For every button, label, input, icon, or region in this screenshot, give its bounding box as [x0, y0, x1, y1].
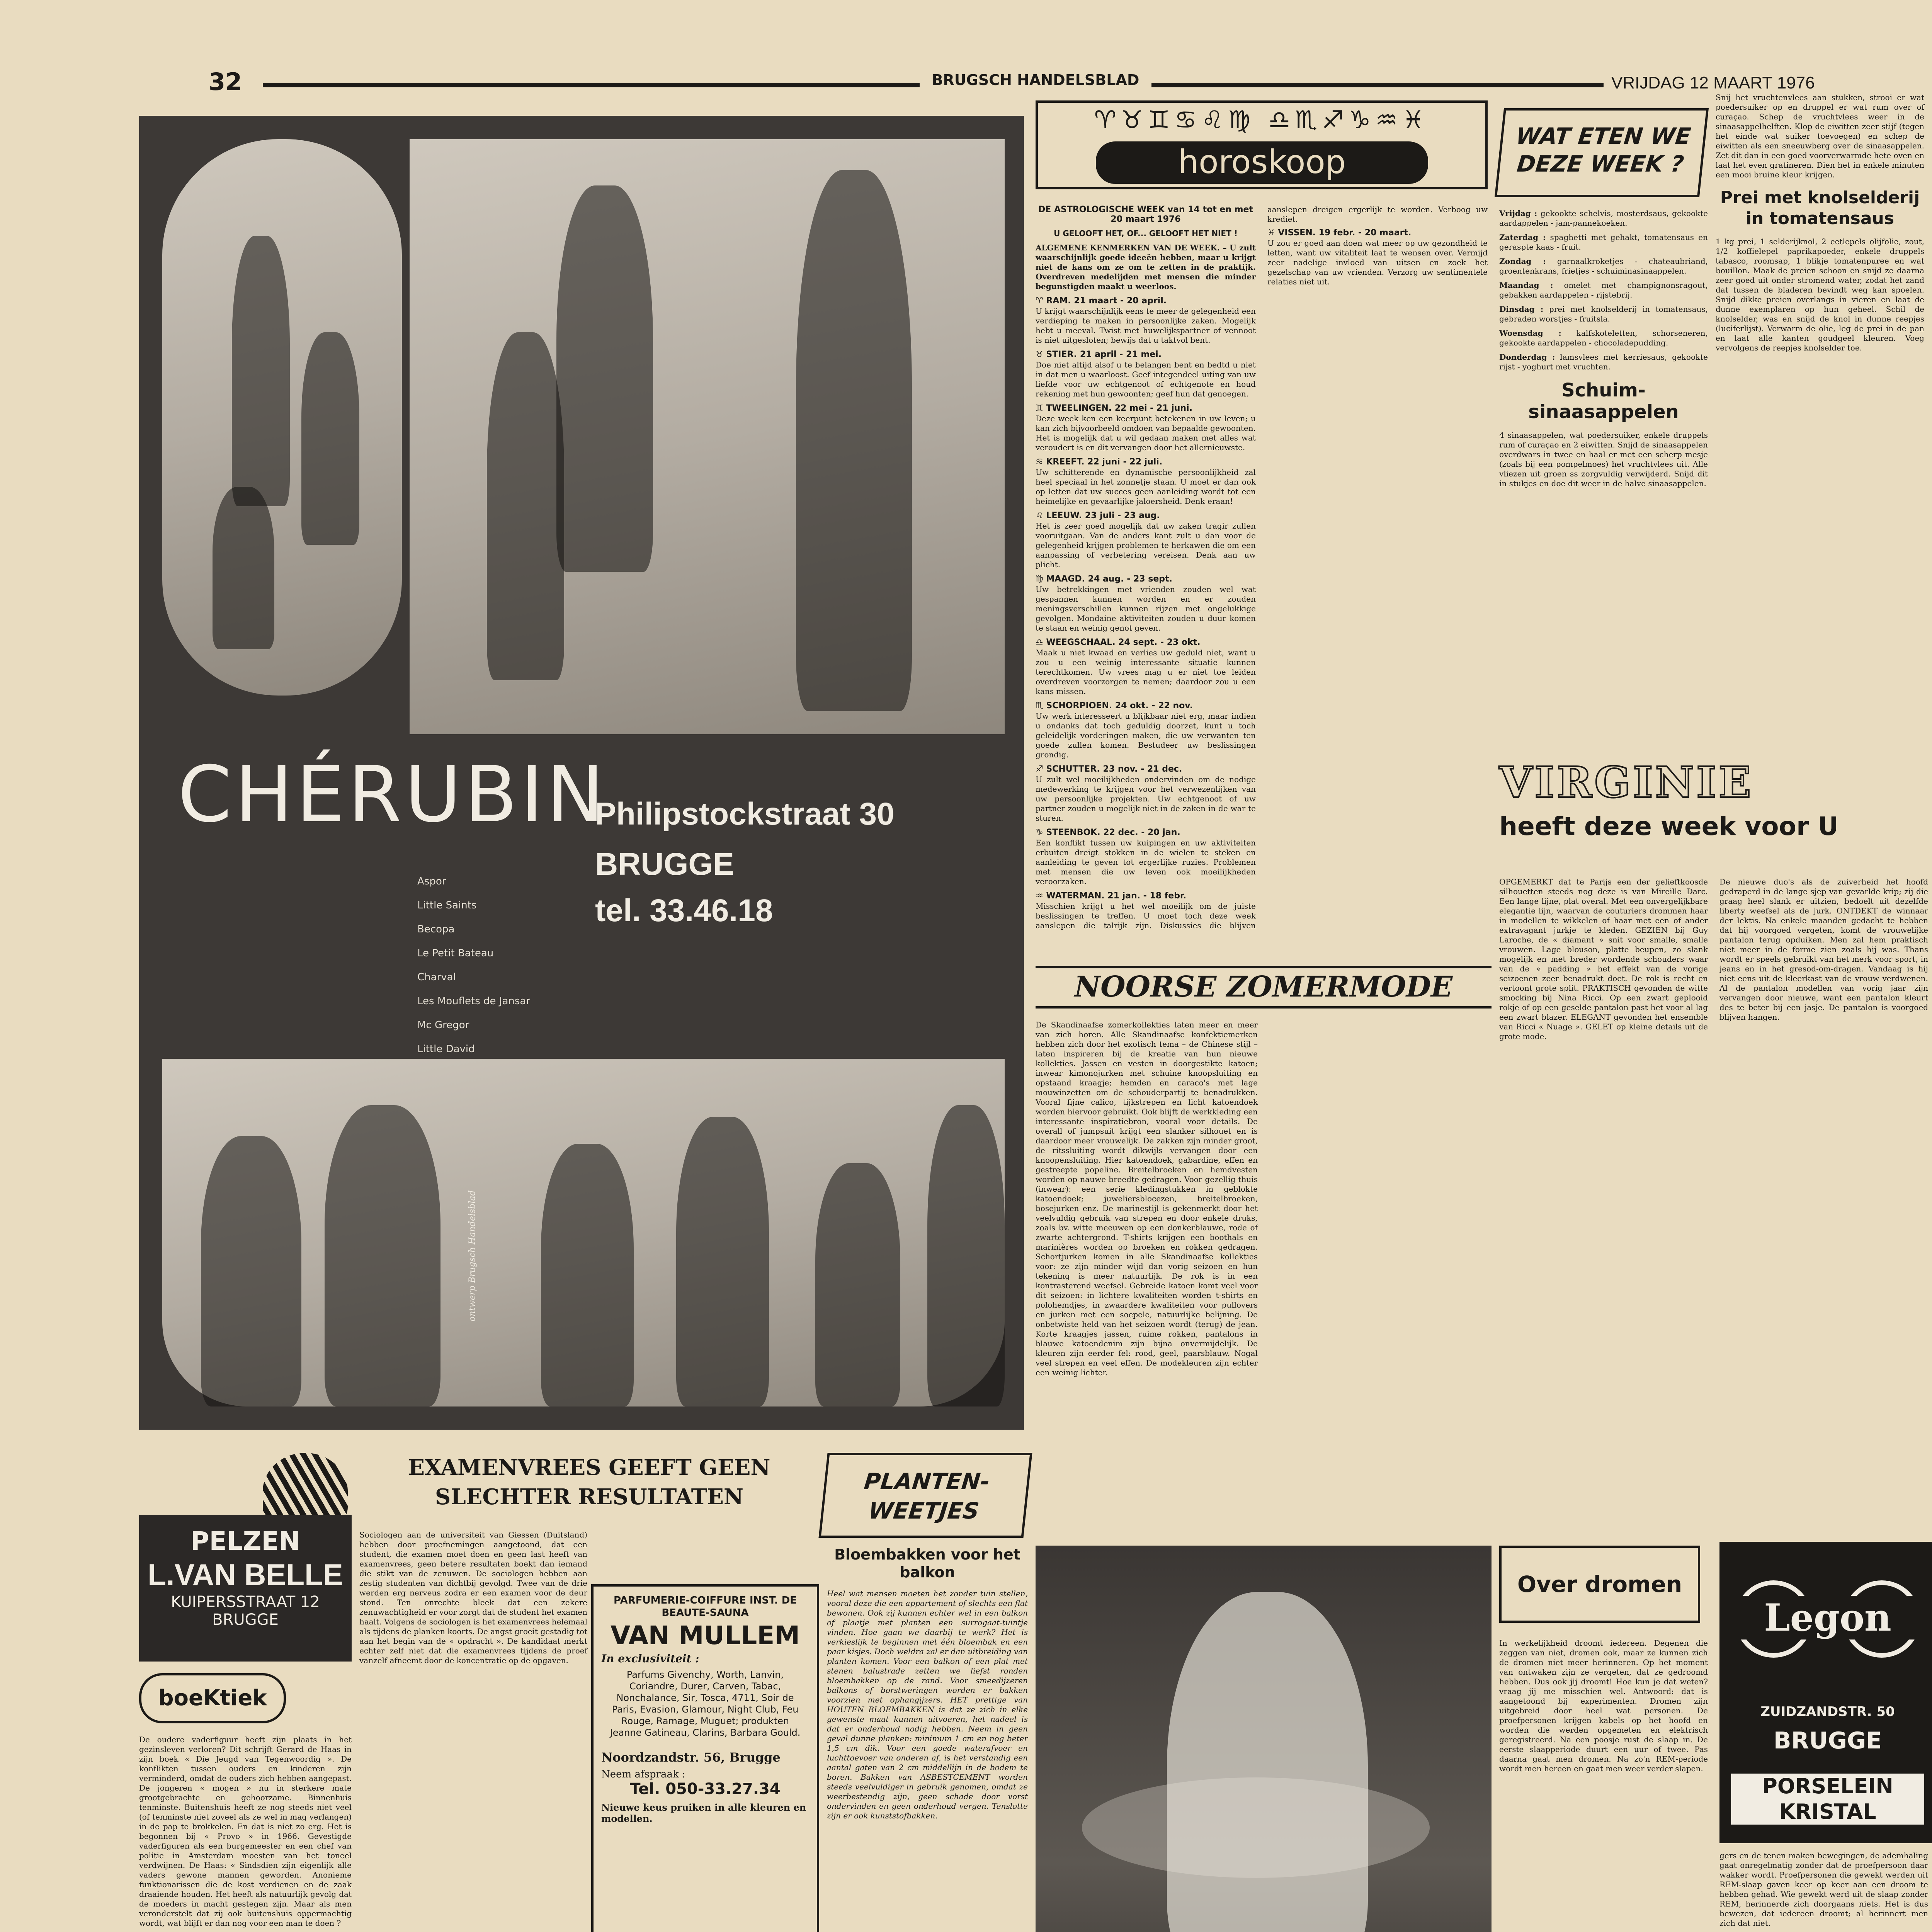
virginie-title: VIRGINIE — [1499, 757, 1753, 807]
horoscope-title-bar — [1096, 141, 1428, 184]
menu-day: Maandag : omelet met champignonsragout, gebakken aardappelen - rijstebrij. — [1499, 281, 1708, 299]
noorse-text: De Skandinaafse zomerkollekties laten meer en meer van zich horen. Alle Skandinaafse konfektiemerken hebben zich door het exotisch tema – de Chinese stijl – laten inspireren bij de kreatie van hun nieuwe kollekties. Jassen en vesten in doorgestikte katoen; inwear kimonojurken met schuine knoopsluiting en opstaand kraagje; hemden en caraco's met lage mouwinzetten om de schouderpartij te benadrukken. Vooral fijne calico, tijkstrepen en licht katoendoek worden hiervoor gebruikt. Ook blijft de werkkleding een interessante inspiratiebron, vooral voor details. De overall of jumpsuit krijgt een slanker silhouet en is daardoor meer vrouwelijk. De zakken zijn minder groot, de ritssluiting wordt dikwijls vervangen door een knoopensluiting. Hier katoendoek, gabardine, effen en gestreepte popeline. Breitelbroeken en hemdvesten worden op nauwe breedte gedragen. Voor gezellig thuis (inwear): een serie kledingstukken in geblokte katoendoek; juweliersblocezen, breitelbroeken, bosejurken enz. De marinestijl is gekenmerkt door het veelvuldig gebruik van strepen en door enkele druks, zoals bv. witte meeuwen op een donkerblauwe, rode of zwarte achtergrond. T-shirts krijgen een boothals en marinières worden op broeken en rokken gedragen. Schortjurken komen in alle Skandinaafse kollekties voor: ze zijn minder wijd dan vorig seizoen en hun tekening is meer natuurlijk. De rok is in een kontrasterend weefsel. Gebreide katoen komt veel voor dit seizoen: in lichtere kwaliteiten worden t-shirts en polohemdjes, in zwaardere kwaliteiten voor pullovers en jurken met een soepele, natuurlijke belijning. De onbetwiste held van het seizoen wordt (terug) de jean. Korte kraagjes jassen, ruime rokken, pantalons in blauwe katoendenim zijn bijna onvermijdelijk. De kleuren zijn eerder fel: rood, geel, paarsblauw. Nogal veel strepen en veel effen. De modekleuren zijn echter een weinig lichter. — [1036, 1020, 1258, 1377]
cherubin-label: Mc Gregor — [417, 1019, 469, 1031]
horoscope-general: ALGEMENE KENMERKEN VAN DE WEEK. – U zult waarschijnlijk goede ideeën hebben, maar u krijgt niet de kans om ze om te zetten in de praktijk. Overdreven medelijden met mensen die minder begunstigden maakt u weerloos. — [1036, 243, 1256, 291]
page-number: 32 — [209, 68, 242, 96]
noorse-title: NOORSE ZOMERMODE — [1074, 970, 1453, 1003]
boektiek-text: De oudere vaderfiguur heeft zijn plaats in het gezinsleven verloren? Dit schrijft Gerard de Haas in zijn boek « Die Jeugd van Tegenwoordig ». De konflikten tussen ouders en kinderen zijn verminderd, omdat de ouders zich hebben aangepast. De jongeren « mogen » nu in sterkere mate grootgebrachte en gehoorzame. Binnenhuis tenminste. Buitenshuis heeft ze nog steeds niet veel (of tenminste niet zoveel als ze wel in mag verlangen) in de pap te brokkelen. En dat is niet zo erg. Het is begonnen bij « Provo » in 1966. Gevestigde vaderfiguren als een burgemeester en een chef van politie in Amsterdam moesten van het toneel verdwijnen. De Haas: « Sindsdien zijn eigenlijk alle vaders gewone mannen geworden. Anonieme funktionarissen die de kost verdienen en de zaak draaiende houden. Het heeft als natuurlijk gevolg dat de moeders in macht gestegen zijn. Maar als men veronderstelt dat zij ook buitenshuis oppermachtig wordt, wat blijft er dan nog voor een man te doen ? — [139, 1735, 352, 1928]
cherubin-phone: tel. 33.46.18 — [595, 893, 773, 928]
masthead-rule-left — [263, 83, 920, 87]
wat-eten-title: WAT ETEN WE DEZE WEEK ? — [1514, 123, 1692, 177]
pelzen-name: L.VAN BELLE — [148, 1558, 343, 1592]
horoscope-entry: ♏ SCHORPIOEN. 24 okt. - 22 nov. Uw werk interesseert u blijkbaar niet erg, maar indien u ondanks dat toch geduldig doorzet, kunt u toch geleidelijk vorderingen maken, die uw verwanten ten goede zullen komen. Bestudeer uw beslissingen grondig. — [1036, 701, 1256, 759]
horoscope-title: horoskoop — [1178, 143, 1346, 181]
horoscope-body — [1036, 205, 1488, 931]
mullem-ad — [591, 1584, 819, 1932]
mullem-brands: Parfums Givenchy, Worth, Lanvin, Coriandre, Durer, Carven, Tabac, Nonchalance, Sir, Tosca, 4711, Soir de Paris, Evasion, Glamour, Night Club, Feu Rouge, Ramage, Muguet; produkten Jeanne Gatineau, Clarins, Barbara Gould. — [610, 1669, 801, 1738]
boektiek-body — [139, 1735, 352, 1932]
pelzen-ad — [139, 1453, 352, 1665]
recipe1-continued: Snij het vruchtenvlees aan stukken, strooi er wat poedersuiker op en druppel er wat rum over of curaçao. Schep de vruchtvlees weer in de sinaasappelhelften. Klop de eiwitten zeer stijf (tegen het einde wat suiker toevoegen) en schep de eiwitten als een sneeuwberg over de sinaasappelen. Zet dit dan in een goed voorverwarmde hete oven en laat het even gratineren. Dien het in enkele minuten een mooi bruine kleur krijgen. — [1716, 93, 1924, 179]
dromen-body-right — [1719, 1851, 1928, 1932]
legon-product: PORSELEIN KRISTAL — [1731, 1774, 1924, 1825]
cherubin-street: Philipstockstraat 30 — [595, 796, 895, 832]
cherubin-label: Little Saints — [417, 900, 477, 911]
horoscope-intro-title: DE ASTROLOGISCHE WEEK van 14 tot en met 20 maart 1976 — [1038, 205, 1253, 224]
cherubin-top-photo-right — [410, 139, 1005, 734]
wat-eten-right-col — [1716, 93, 1924, 711]
menu-day: Donderdag : lamsvlees met kerriesaus, gekookte rijst - yoghurt met vruchten. — [1499, 352, 1708, 371]
dromen-body — [1499, 1638, 1708, 1932]
wat-eten-body — [1499, 209, 1708, 711]
mullem-head: PARFUMERIE-COIFFURE INST. DE BEAUTE-SAUNA — [613, 1595, 797, 1619]
paper-name: BRUGSCH HANDELSBLAD — [932, 71, 1139, 88]
cherubin-label: Aspor — [417, 876, 446, 887]
pelzen-city: BRUGGE — [212, 1611, 279, 1629]
planten-body — [827, 1546, 1028, 1932]
recipe2-title: Prei met knolselderij in tomatensaus — [1720, 188, 1920, 228]
noorse-photo — [1036, 1546, 1492, 1932]
menu-day: Dinsdag : prei met knolselderij in tomatensaus, gebraden worstjes - fruitsla. — [1499, 304, 1708, 323]
horoscope-entry: ♑ STEENBOK. 22 dec. - 20 jan. Een konflikt tussen uw kuipingen en uw aktiviteiten erbuiten dreigt stokken in de wielen te steken en aanleiding te geven tot ergerlijke ruzies. Problemen met mensen die uw leven ook moeilijkheden veroorzaken. — [1036, 828, 1256, 886]
dromen-text-right: gers en de tenen maken bewegingen, de ademhaling gaat onregelmatig zonder dat de proefpersoon daar wakker wordt. Proefpersonen die gewekt werden uit REM-slaap gaven keer op keer aan een droom te hebben gehad. Wie gewekt werd uit de slaap zonder REM, herinnerde zich doorgaans niets. Het is dus bewezen, dat iedereen droomt; al herinnert men zich dat niet. — [1719, 1851, 1928, 1928]
cherubin-label: Little David — [417, 1043, 475, 1055]
cherubin-bottom-photo — [162, 1059, 1005, 1406]
cherubin-top-photo-left — [162, 139, 402, 696]
masthead-rule-right — [1151, 83, 1604, 87]
horoscope-entry: ♐ SCHUTTER. 23 nov. - 21 dec. U zult wel moeilijkheden ondervinden om de nodige medewerking te krijgen voor het verwezenlijken van uw persoonlijke projekten. Uw echtgenoot of uw partner zouden u mogelijk niet in de zaken in de war te sturen. — [1036, 764, 1256, 823]
examen-text: Sociologen aan de universiteit van Giessen (Duitsland) hebben door proefnemingen aangetoond, dat een student, die examen moet doen en geen last heeft van examenvrees, geen betere resultaten boekt dan iemand die stikt van de zenuwen. De sociologen hebben aan zestig studenten van dichtbij gevolgd. Twee van de drie werden erg nerveus zodra er een examen voor de deur stond. Ten onrechte bleek dat een zekere zenuwachtigheid er voor zorgt dat de student het examen haalt. Volgens de sociologen is het examenvrees helemaal als tijdens de planken koorts. De angst groeit gestadig tot aan het begin van de « opdracht ». De kandidaat merkt echter zelf niet dat die examenvrees tijdens de proef vanzelf afneemt door de koncentratie op de opgaven. — [359, 1530, 587, 1665]
menu-day: Woensdag : kalfskoteletten, schorseneren, gekookte aardappelen - chocoladepudding. — [1499, 328, 1708, 347]
mullem-excl-label: In exclusiviteit : — [601, 1652, 699, 1665]
cherubin-city: BRUGGE — [595, 847, 734, 882]
virginie-text-right: De nieuwe duo's als de zuiverheid het hoofd gedraperd in de lange sjep van gevarlde krip; zij die graag heel slank er uitzien, bedoelt uit dezelfde liberty weefsel als de jurk. ONTDEKT de winnaar der lektis. Na enkele maanden gedacht te hebben dat hij voorgoed vergeten, komt de vrouwelijke pantalon terug opduiken. Men zal hem praktisch niet meer in de forme zien zoals hij was. Thans wordt er speels gebruikt van het merk voor sport, in jeans en in het gresod-om-dragen. Vandaag is hij niet eens uit de kleerkast van de vrouw verdwenen. Al de pantalon modellen van vorig jaar zijn vervangen door nieuwe, want een pantalon kleurt des te beter bij een jasje. De pantalon is voorgoed blijven hangen. — [1719, 877, 1928, 1022]
planten-subtitle: Bloembakken voor het balkon — [834, 1546, 1020, 1581]
wat-eten-header — [1495, 108, 1709, 197]
examen-title: EXAMENVREES GEEFT GEEN SLECHTER RESULTATEN — [408, 1455, 770, 1510]
recipe2-text: 1 kg prei, 1 selderijknol, 2 eetlepels olijfolie, zout, 1/2 koffielepel paprikapoeder, enkele druppels tabasco, roomsap, 1 blikje tomatenpuree en wat bouillon. Maak de preien schoon en snijd ze daarna zeer goed uit onder stromend water, zodat het zand dat tussen de bladeren bevindt weg kan spoelen. Snijd dikke preien overlangs in vieren en laat de dunne exemplaren op hun geheel. Schil de knolselder, was en snijd de knol in dunne reepjes (luciferlijst). Verwarm de olie, leg de prei in de pan en laat alle kanten goudgeel kleuren. Voeg vervolgens de reepjes knolselder toe. — [1716, 237, 1924, 352]
legon-ad — [1719, 1542, 1932, 1843]
virginie-subtitle: heeft deze week voor U — [1499, 811, 1839, 841]
cherubin-label: Charval — [417, 971, 456, 983]
horoscope-entry: ♊ TWEELINGEN. 22 mei - 21 juni. Deze week ken een keerpunt betekenen in uw leven; u kan zich bijvoorbeeld omdoen van bepaalde gewoonten. Het is mogelijk dat u wil gedaan maken met alles wat veroudert is en dit vervangen door het allernieuwste. — [1036, 403, 1256, 452]
zodiac-glyphs: ♈♉♊♋♌♍ ♎♏♐♑♒♓ — [1094, 106, 1429, 134]
cherubin-label: Les Mouflets de Jansar — [417, 995, 531, 1007]
virginie-header — [1499, 757, 1932, 869]
horoscope-intro-sub: U GELOOFT HET, OF... GELOOFT HET NIET ! — [1054, 229, 1238, 238]
horoscope-header — [1036, 100, 1488, 189]
cherubin-label: Le Petit Bateau — [417, 947, 494, 959]
mullem-address: Noordzandstr. 56, Brugge — [601, 1750, 781, 1765]
dromen-header — [1499, 1546, 1700, 1623]
masthead — [0, 0, 1932, 116]
legon-address: ZUIDZANDSTR. 50 — [1760, 1704, 1895, 1719]
mullem-appointment: Neem afspraak : — [601, 1769, 685, 1780]
dromen-title: Over dromen — [1517, 1571, 1682, 1597]
mullem-name: VAN MULLEM — [610, 1621, 800, 1650]
horoscope-entry: ♋ KREEFT. 22 juni - 22 juli. Uw schitterende en dynamische persoonlijkheid zal heel speciaal in het zonnetje staan. U moet er dan ook op letten dat uw succes geen aanleiding wordt tot een heimelijke en gevaarlijke jaloersheid. Denk eraan! — [1036, 457, 1256, 506]
noorse-header — [1036, 966, 1492, 1009]
recipe1-text: 4 sinaasappelen, wat poedersuiker, enkele druppels rum of curaçao en 2 eiwitten. Snijd de sinaasappelen overdwars in twee en haal er met een scherp mesje (zoals bij een pompelmoes) het vruchtvlees uit. Alle vliezen uit groen ss zorgvuldig verwijderd. Snijd dit in stukjes en doe dit weer in de halve sinaasappelen. — [1499, 430, 1708, 488]
horoscope-entry: ♈ RAM. 21 maart - 20 april. U krijgt waarschijnlijk eens te meer de gelegenheid een verdieping te maken in persoonlijke zaken. Mogelijk hebt u meeval. Twist met huwelijkspartner of vennoot is niet uitgesloten; bewijs dat u taktvol bent. — [1036, 296, 1256, 345]
noorse-body — [1036, 1020, 1492, 1534]
mullem-note: Nieuwe keus pruiken in alle kleuren en modellen. — [601, 1802, 806, 1824]
menu-day: Zaterdag : spaghetti met gehakt, tomatensaus en geraspte kaas - fruit. — [1499, 233, 1708, 252]
dromen-text: In werkelijkheid droomt iedereen. Degenen die zeggen van niet, dromen ook, maar ze kunnen zich de dromen niet meer herinneren. Op het moment van ontwaken zijn ze vergeten, dat ze gedroomd hebben. Dus ook jij droomt! Hoe kun je dat weten? vraag jij me misschien wel. Antwoord: dat is aangetoond bij experimenten. Dromen zijn uitgebreid door heel wat personen. De proefpersonen krijgen kabels op het hoofd en worden die werden opgemeten en elektrisch geregistreerd. Na een poosje rust de slaap in. De eerste slaapperiode duurt een uur of twee. Pas daarna gaat men dromen. Na zo'n REM-periode wordt men hereen en gaat men weer verder slapen. — [1499, 1638, 1708, 1773]
virginie-body-left — [1499, 877, 1708, 1519]
horoscope-entry: ♉ STIER. 21 april - 21 mei. Doe niet altijd alsof u te belangen bent en bedtd u niet in dat men u waarloost. Geef integendeel uiting van uw liefde voor uw echtgenoot of echtgenote en houd rekening met hun gewoonten; geef hun dat genoegen. — [1036, 350, 1256, 398]
masthead-date: VRIJDAG 12 MAART 1976 — [1611, 73, 1815, 92]
cherubin-photo-credit: ontwerp Brugsch Handelsblad — [468, 1190, 477, 1321]
legon-title: Legon — [1719, 1596, 1932, 1639]
horoscope-entry: ♌ LEEUW. 23 juli - 23 aug. Het is zeer goed mogelijk dat uw zaken tragir zullen vooruitgaan. Van de anders kant zult u dan voor de gelegenheid krijgen problemen te herkawen die om een aanpassing of verbetering vereisen. Denk aan uw plicht. — [1036, 511, 1256, 569]
virginie-text-left: OPGEMERKT dat te Parijs een der gelieftkoosde silhouetten steeds nog deze is van Mireille Darc. Een lange lijne, plat overal. Met een onvergelijkbare elegantie lijn, waarvan de couturiers drommen haar in modellen te wikkelen of haar met een of ander extravagant jurkje te kleden. GEZIEN bij Guy Laroche, de « diamant » snit voor smalle, smalle vrouwen. Lage blouson, platte beupen, zo slank mogelijk en met breder wordende schouders waar van de « padding » het effekt van de vorige seizoenen zeer benadrukt doet. De rok is recht en vertoont grote split. PRAKTISCH gevonden de witte smocking bij Nina Ricci. Op een zwart geplooid rokje of op een geselde pantalon past het voor al lag een zwart blazer. ELEGANT gevonden het ensemble van Ricci « Nuage ». GELET op kleine details uit de grote mode. — [1499, 877, 1708, 1041]
planten-title: PLANTEN-WEETJES — [862, 1468, 991, 1524]
horoscope-entry: ♍ MAAGD. 24 aug. - 23 sept. Uw betrekkingen met vrienden zouden wel wat gespannen kunnen worden en er zouden meningsverschillen kunnen rijzen met ongelukkige gevolgen. Mondaine aktiviteiten zouden u duur komen te staan en weinig genot geven. — [1036, 574, 1256, 633]
cherubin-label: Becopa — [417, 923, 455, 935]
cherubin-brand: CHÉRUBIN — [178, 750, 607, 840]
recipe1-title: Schuim-sinaasappelen — [1528, 379, 1679, 423]
horoscope-entry: ♒ WATERMAN. 21 jan. - 18 febr. Misschien krijgt u het wel moeilijk om de juiste beslissingen te treffen. U moet toch deze week aanslepen die talrijk zijn. Diskussies die blijven aanslepen dreigen ergerlijk te worden. Verboog uw krediet. — [1036, 205, 1488, 930]
pelzen-street: KUIPERSSTRAAT 12 — [171, 1593, 320, 1611]
menu-day: Vrijdag : gekookte schelvis, mosterdsaus, gekookte aardappelen - jam-pannekoeken. — [1499, 209, 1708, 228]
cherubin-ad — [139, 116, 1024, 1430]
examen-header — [359, 1453, 819, 1526]
virginie-body-right — [1719, 877, 1928, 1519]
boektiek-header — [139, 1673, 286, 1723]
legon-city: BRUGGE — [1773, 1727, 1882, 1754]
menu-day: Zondag : garnaalkroketjes - chateaubriand, groentenkrans, frietjes - schuiminasinaappelen. — [1499, 257, 1708, 276]
pelzen-title: PELZEN — [190, 1526, 300, 1556]
mullem-phone: Tel. 050-33.27.34 — [630, 1780, 781, 1798]
planten-header — [818, 1453, 1032, 1538]
horoscope-entry: ♎ WEEGSCHAAL. 24 sept. - 23 okt. Maak u niet kwaad en verlies uw geduld niet, want u zou u een weinig interessante situatie kunnen terechtkomen. Uw vrees mag u er niet toe leiden overdreven voorzorgen te nemen; daardoor zou u een kans missen. — [1036, 638, 1256, 696]
boektiek-title: boeKtiek — [158, 1685, 267, 1711]
planten-text: Heel wat mensen moeten het zonder tuin stellen, vooral deze die een appartement of slechts een flat bewonen. Ook zij kunnen echter wel in een balkon of plaatje met planten een surrogaat-tuintje vinden. Hoe gaan we daarbij te werk? Het is verkieslijk te beginnen met één bloembak en een paar kisjes. Doch weldra zal er dan uitbreiding van planten komen. Voor een balkon of een plat met stenen balustrade zetten we liefst ronden bloembakken op de rand. Voor smeedijzeren balkons of borstweringen worden er bakken voorzien met ophangijzers. HET prettige van HOUTEN BLOEMBAKKEN is dat ze zich in elke gewenste maat kunnen uitvoeren, het nadeel is dat er onderhoud nodig hebben. Neem in geen geval dunne planken: minimum 1 cm en nog beter 1,5 cm dik. Voor een goede waterafvoer en luchttoevoer van onderen af, is het verstandig een aantal gaten van 2 cm middellijn in de bodem te boren. Bakken van ASBESTCEMENT worden steeds veelvuldiger in gebruik genomen, omdat ze weerbestendig zijn, geen schade door vorst ondervinden en geen onderhoud vergen. Tenslotte zijn er ook kunststofbakken. — [827, 1589, 1028, 1820]
horoscope-entry: ♓ VISSEN. 19 febr. - 20 maart. U zou er goed aan doen wat meer op uw gezondheid te letten, want uw vitaliteit laat te wensen over. Vermijd zeer nadelige invloed van uitsen en zoek het gezelschap van uw vrienden. Verzorg uw sentimentele relaties niet uit. — [1267, 228, 1488, 286]
pelzen-box — [139, 1515, 352, 1662]
